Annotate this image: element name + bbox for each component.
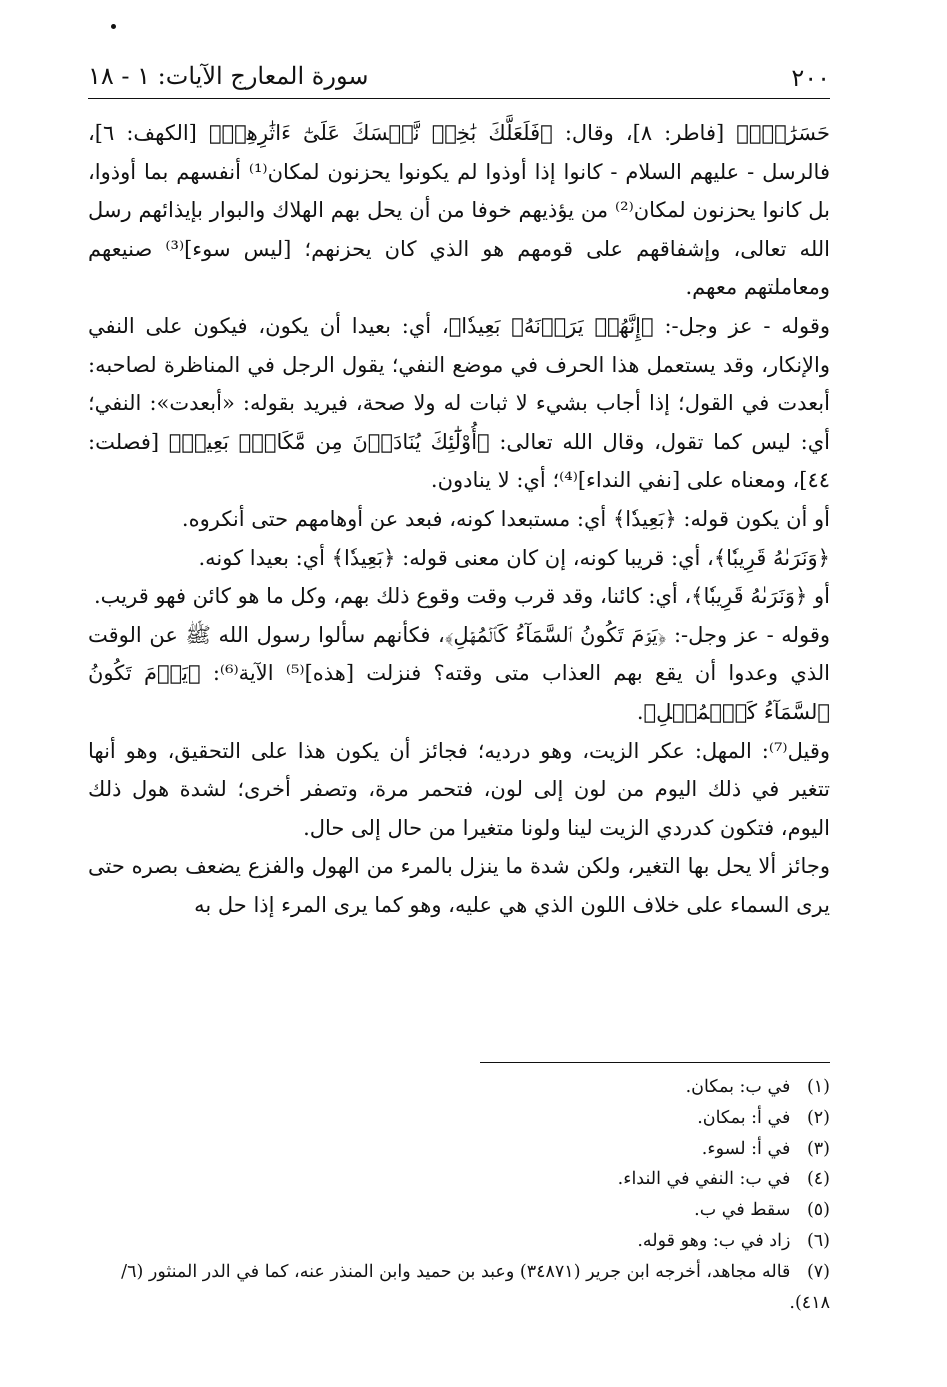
- page-mark: [111, 24, 116, 29]
- footnote-number: (٣): [806, 1138, 830, 1159]
- paragraph: ﴿وَنَرَىٰهُ قَرِيبٗا﴾، أي: قريبا كونه، إن كان معنى قوله: ﴿بَعِيدٗا﴾ أي: بعيدا كونه.: [198, 545, 830, 570]
- paragraph: وقوله - عز وجل-: ﴿إِنَّهُمۡ يَرَوۡنَهُۥ بَعِيدٗا﴾، أي: بعيدا أن يكون، فيكون على النفي والإنكار، وقد يستعمل هذا الحرف في موضع النفي؛ يقول الرجل في المناظرة لصاحبه: أبعدت في القول؛ إذا أجاب بشيء لا ثبات له ولا صحة، فيريد بقوله: «أبعدت»: النفي؛ أي: ليس كما تقول، وقال الله تعالى: ﴿أُوْلَٰٓئِكَ يُنَادَوۡنَ مِن مَّكَانِۭ بَعِيدٖ﴾ [فصلت: ٤٤]، ومعناه على [نفي النداء]⁽⁴⁾؛ أي: لا ينادون.: [88, 313, 830, 493]
- footnote: [88, 1226, 830, 1257]
- footnote-text: قاله مجاهد، أخرجه ابن جرير (٣٤٨٧١) وعبد بن حميد وابن المنذر عنه، كما في الدر المنثور (٦/ ٤١٨).: [121, 1261, 830, 1313]
- footnote-text: في ب: النفي في النداء.: [617, 1169, 791, 1190]
- paragraph: حَسَرَٰتٍۚ﴾ [فاطر: ٨]، وقال: ﴿فَلَعَلَّكَ بَٰخِعٞ نَّفۡسَكَ عَلَىٰٓ ءَاثَٰرِهِمۡ﴾ [الكهف: ٦]، فالرسل - عليهم السلام - كانوا إذا أوذوا لم يكونوا يحزنون لمكان⁽¹⁾ أنفسهم بما أوذوا، بل كانوا يحزنون لمكان⁽²⁾ من يؤذيهم خوفا من أن يحل بهم الهلاك والبوار بإيذائهم رسل الله تعالى، وإشفاقهم على قومهم هو الذي كان يحزنهم؛ [ليس سوء]⁽³⁾ صنيعهم ومعاملتهم معهم.: [88, 121, 830, 300]
- footnote-number: (٢): [806, 1107, 830, 1128]
- paragraph: أو أن يكون قوله: ﴿بَعِيدٗا﴾ أي: مستبعدا كونه، فبعد عن أوهامهم حتى أنكروه.: [181, 506, 830, 531]
- footnote: [88, 1134, 830, 1165]
- running-header: [88, 58, 830, 99]
- footnote-text: في أ: بمكان.: [697, 1107, 791, 1128]
- surah-title: سورة المعارج الآيات: ١ - ١٨: [88, 62, 369, 90]
- page-number: ٢٠٠: [791, 64, 830, 92]
- footnote: [88, 1072, 830, 1103]
- paragraph: وقوله - عز وجل-: ﴿يَوۡمَ تَكُونُ ٱلسَّمَآءُ كَٱلۡمُهۡلِ﴾، فكأنهم سألوا رسول الله ﷺ عن الوقت الذي وعدوا أن يقع بهم العذاب متى وقته؟ فنزلت [هذه]⁽⁵⁾ الآية⁽⁶⁾: ﴿يَوۡمَ تَكُونُ ٱلسَّمَآءُ كَٱلۡمُهۡلِ﴾.: [88, 622, 831, 724]
- footnote-text: في ب: بمكان.: [685, 1077, 791, 1097]
- footnote-number: (٥): [806, 1200, 830, 1221]
- footnotes: [88, 1072, 830, 1318]
- footnote-text: سقط في ب.: [694, 1200, 791, 1221]
- footnote-divider: [480, 1062, 830, 1063]
- footnote-number: (١): [806, 1077, 830, 1097]
- paragraph: أو ﴿وَنَرَىٰهُ قَرِيبٗا﴾، أي: كائنا، وقد قرب وقت وقوع ذلك بهم، وكل ما هو كائن فهو قريب.: [93, 584, 830, 609]
- footnote: [88, 1103, 830, 1134]
- paragraph: وجائز ألا يحل بها التغير، ولكن شدة ما ينزل بالمرء من الهول والفزع يضعف بصره حتى يرى السماء على خلاف اللون الذي هي عليه، وهو كما يرى المرء إذا حل به: [88, 854, 830, 917]
- footnote: [88, 1164, 830, 1195]
- footnote-number: (٧): [806, 1261, 830, 1282]
- footnote-text: زاد في ب: وهو قوله.: [637, 1230, 791, 1251]
- main-text: [88, 114, 830, 924]
- footnote: [88, 1195, 830, 1226]
- footnote-text: في أ: لسوء.: [701, 1138, 791, 1159]
- paragraph: وقيل⁽⁷⁾: المهل: عكر الزيت، وهو درديه؛ فجائز أن يكون هذا على التحقيق، وهو أنها تتغير في ذلك اليوم من لون إلى لون، فتحمر مرة، وتصفر أخرى؛ لشدة هول ذلك اليوم، فتكون كدردي الزيت لينا ولونا متغيرا من حال إلى حال.: [88, 738, 830, 840]
- footnote: [88, 1257, 830, 1319]
- footnote-number: (٤): [806, 1169, 830, 1190]
- footnote-number: (٦): [806, 1230, 830, 1251]
